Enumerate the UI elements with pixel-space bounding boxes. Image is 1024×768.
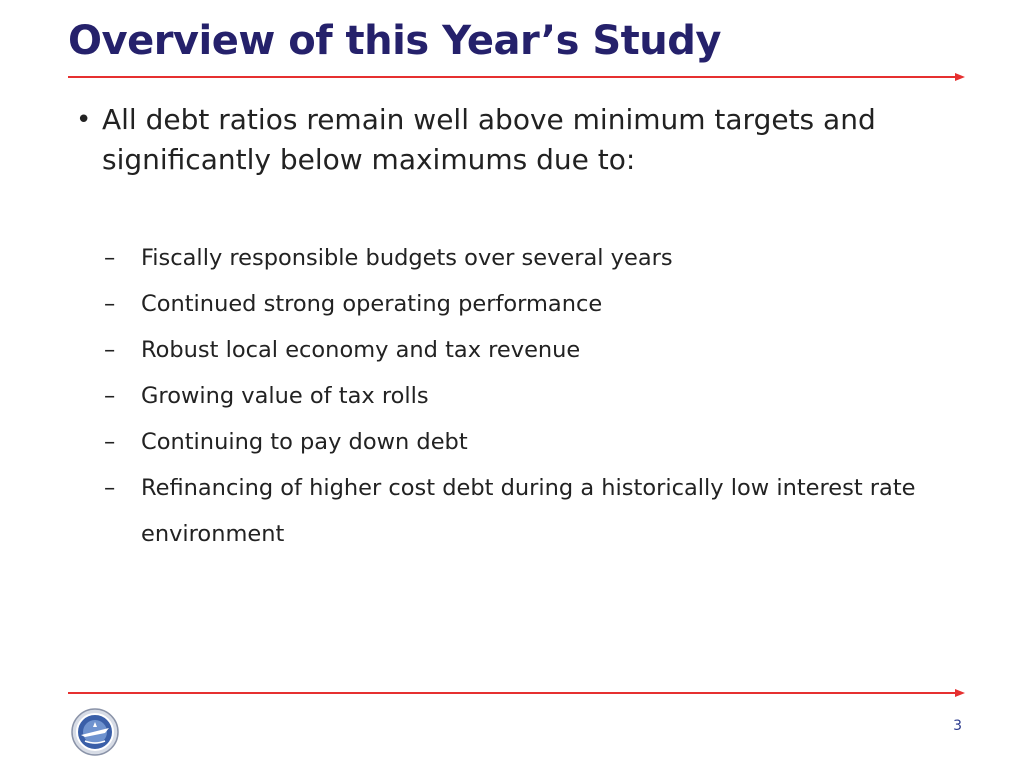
sub-bullet-item <box>104 235 944 281</box>
dash-marker: – <box>104 383 116 409</box>
sub-bullet-item <box>104 419 944 465</box>
page-number: 3 <box>953 718 962 734</box>
sub-bullet-text: Refinancing of higher cost debt during a historically low interest rate environment <box>141 475 916 547</box>
sub-bullet-item <box>104 465 944 557</box>
sub-bullet-list <box>104 235 944 557</box>
sub-bullet-text: Robust local economy and tax revenue <box>141 337 581 363</box>
slide-title: Overview of this Year’s Study <box>68 18 721 64</box>
footer-divider <box>68 692 956 694</box>
sub-bullet-text: Fiscally responsible budgets over several years <box>141 245 673 271</box>
dash-marker: – <box>104 291 116 317</box>
dash-marker: – <box>104 337 116 363</box>
seal-logo-icon <box>71 708 119 756</box>
sub-bullet-text: Continued strong operating performance <box>141 291 603 317</box>
sub-bullet-text: Continuing to pay down debt <box>141 429 468 455</box>
bullet-marker: • <box>76 105 92 135</box>
dash-marker: – <box>104 245 116 271</box>
sub-bullet-item <box>104 373 944 419</box>
title-divider <box>68 76 956 78</box>
dash-marker: – <box>104 429 116 455</box>
sub-bullet-text: Growing value of tax rolls <box>141 383 429 409</box>
dash-marker: – <box>104 475 116 501</box>
sub-bullet-item <box>104 281 944 327</box>
sub-bullet-item <box>104 327 944 373</box>
main-bullet <box>76 100 956 180</box>
main-bullet-text: All debt ratios remain well above minimum targets and significantly below maximums due to: <box>102 103 876 176</box>
